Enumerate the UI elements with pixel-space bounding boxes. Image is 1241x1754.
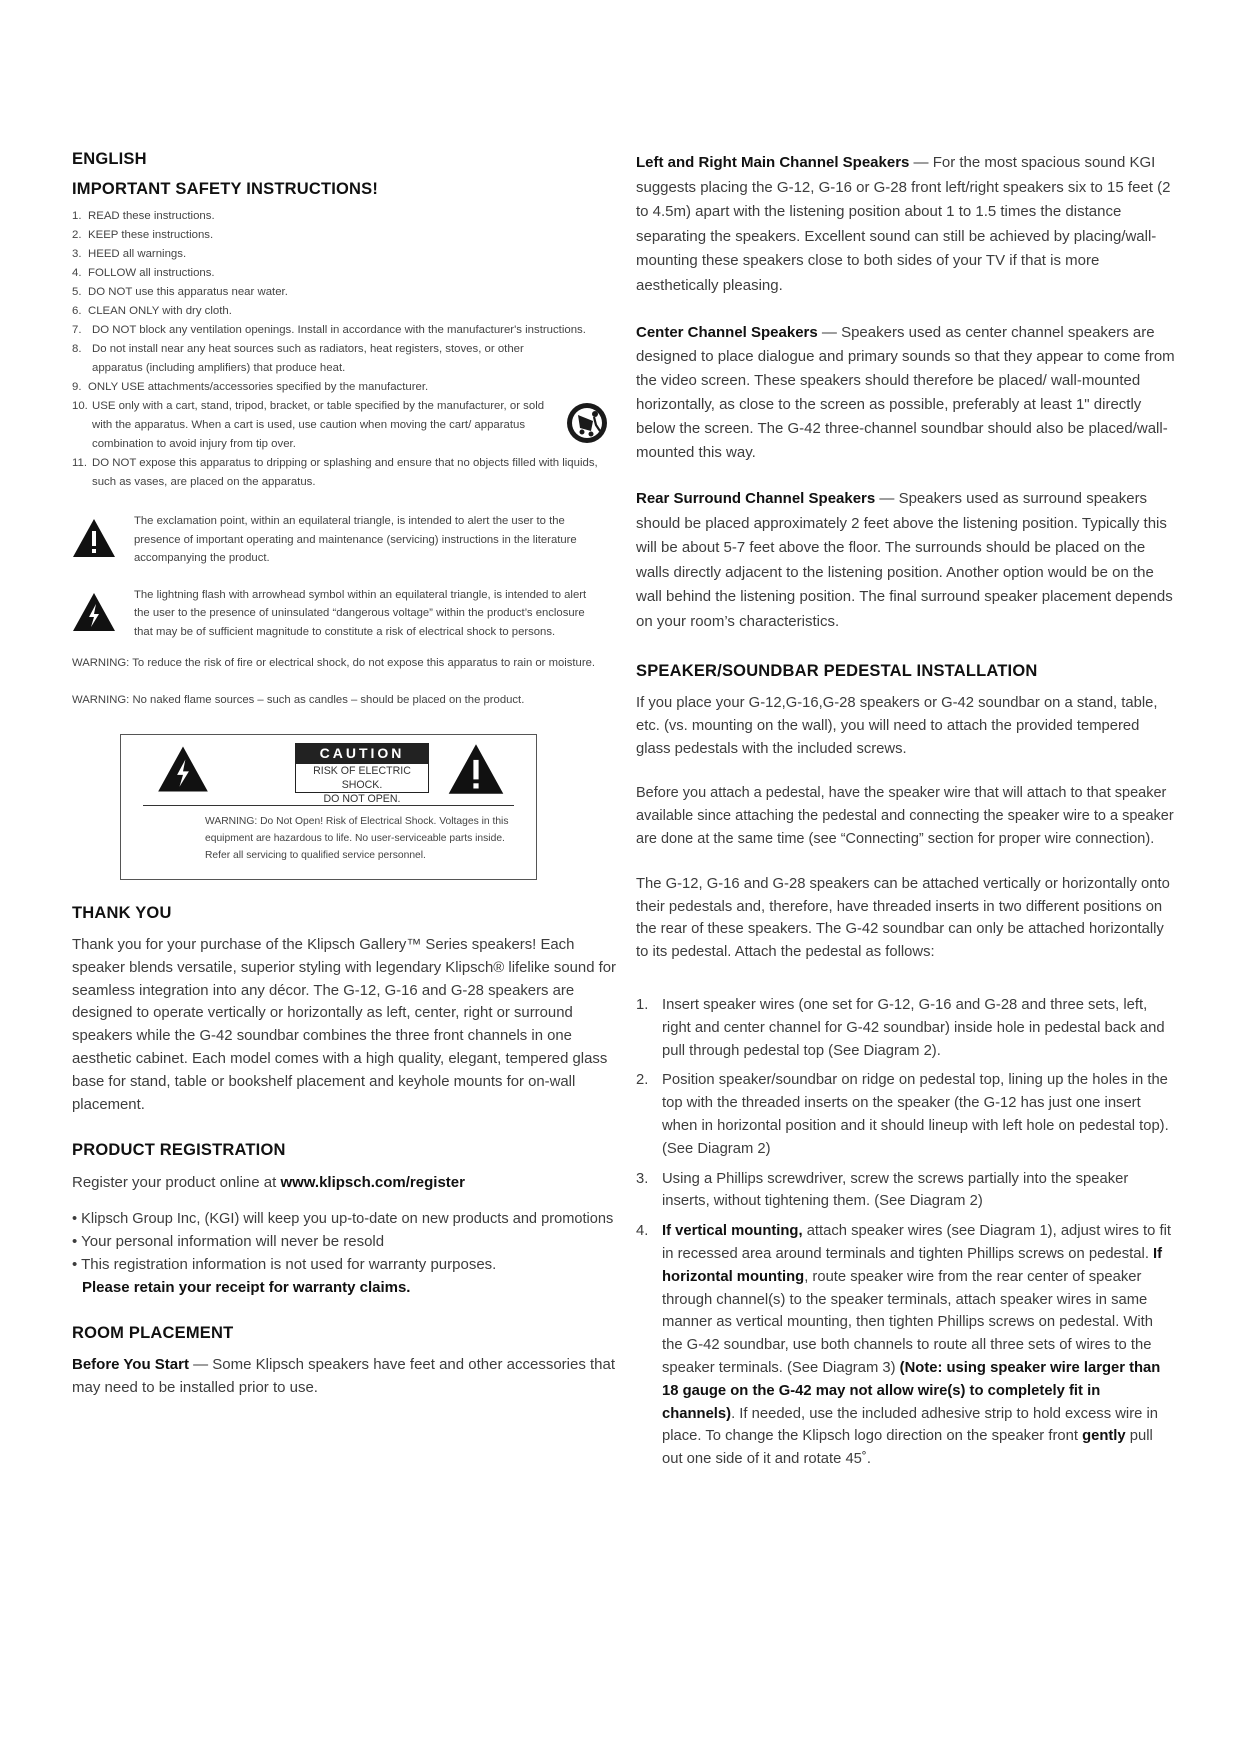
caution-label: [295, 763, 429, 805]
safety-item: 11. DO NOT expose this apparatus to dripping or splashing and ensure that no objects filled with liquids, such as vases, are placed on the apparatus.: [72, 457, 598, 488]
caution-exclamation-icon: [447, 743, 505, 800]
bullet-item: • Klipsch Group Inc, (KGI) will keep you up-to-date on new products and promotions: [72, 1211, 614, 1228]
rear-speakers-text: Rear Surround Channel Speakers — Speakers used as surround speakers should be placed approximately 2 feet above the listening position. Typically this will be about 5-7 feet above the floor. The surrounds should be placed on the walls directly adjacent to the listening position. Another option would be on the wall behind the listening position. The final surround speaker placement depends on your room’s characteristics.: [636, 490, 1173, 630]
safety-item: 4. FOLLOW all instructions.: [72, 267, 215, 279]
center-speakers-text: Center Channel Speakers — Speakers used as center channel speakers are designed to place dialogue and primary sounds so that they appear to come from the video screen. These speakers should therefore be placed/ wall-mounted horizontally, as close to the screen as possible, preferably at least 1" directly below the screen. The G-42 three-channel soundbar should also be placed/wall-mounted this way.: [636, 324, 1175, 461]
registration-bullets: [72, 1208, 617, 1276]
safety-item: 6. CLEAN ONLY with dry cloth.: [72, 305, 232, 317]
cart-tipover-icon: [565, 401, 609, 452]
safety-item: 2. KEEP these instructions.: [72, 229, 214, 241]
pedestal-heading: SPEAKER/SOUNDBAR PEDESTAL INSTALLATION: [636, 662, 1038, 680]
safety-item: 10. USE only with a cart, stand, tripod, bracket, or table specified by the manufacturer, or sold with the apparatus. When a cart is used, use caution when moving the cart/ apparatus combination to avoid injury from tip over.: [72, 397, 617, 454]
lightning-notice: [72, 586, 617, 642]
warning-flame: WARNING: No naked flame sources – such as candles – should be placed on the product.: [72, 694, 525, 706]
registration-heading: PRODUCT REGISTRATION: [72, 1141, 286, 1160]
pedestal-before-text: Before you attach a pedestal, have the speaker wire that will attach to that speaker available since attaching the pedestal and connecting the speaker wire to a speaker are done at the same time (see “Connecting” section for proper wire connection).: [636, 785, 1174, 847]
right-column: [636, 151, 1176, 1471]
safety-item: 7. DO NOT block any ventilation openings. Install in accordance with the manufacturer's instructions.: [72, 324, 586, 336]
pedestal-orientation-text: The G-12, G-16 and G-28 speakers can be attached vertically or horizontally onto their pedestals and, therefore, have threaded inserts in two different positions on the rear of these speakers. The G-42 soundbar can only be attached horizontally to its pedestal. Attach the pedestal as follows:: [636, 875, 1170, 961]
safety-item: 3. HEED all warnings.: [72, 248, 187, 260]
left-column: [72, 150, 617, 1400]
step-item: 4. If vertical mounting, attach speaker wires (see Diagram 1), adjust wires to fit in recessed area around terminals and tighten Phillips screws on pedestal. If horizontal mounting, route speaker wire from the rear center of speaker through channel(s) to the speaker terminals, attach speaker wires in same manner as vertical mounting, then tighten Phillips screws on pedestal. With the G-42 soundbar, use both channels to route all three sets of wires to the speaker terminals. (See Diagram 3) (Note: using speaker wire larger than 18 gauge on the G-42 may not allow wire(s) to completely fit in channels). If needed, use the included adhesive strip to hold excess wire in place. To change the Klipsch logo direction on the speaker front gently pull out one side of it and rotate 45˚.: [636, 1223, 1172, 1468]
pedestal-intro: If you place your G-12,G-16,G-28 speakers or G-42 soundbar on a stand, table, etc. (vs. mounting on the wall), you will need to attach the provided tempered glass pedestals with the included screws.: [636, 695, 1158, 757]
thank-you-text: Thank you for your purchase of the Klipsch Gallery™ Series speakers! Each speaker blends versatile, superior styling with legendary Klipsch® lifelike sound for seamless integration into any décor. The G-12, G-16 and G-28 speakers are designed to operate vertically or horizontally as left, center, right or surround speakers while the G-42 soundbar combines the three front channels in one aesthetic cabinet. Each model comes with a high quality, elegant, tempered glass base for stand, table or bookshelf placement and keyhole mounts for on-wall placement.: [72, 937, 616, 1113]
pedestal-steps: [636, 994, 1176, 1471]
thank-you-heading: THANK YOU: [72, 904, 172, 922]
lightning-triangle-icon: [72, 586, 134, 637]
caution-lightning-icon: [157, 745, 209, 798]
registration-text: Register your product online at www.klipsch.com/register: [72, 1174, 465, 1192]
safety-item: 5. DO NOT use this apparatus near water.: [72, 286, 288, 298]
lightning-text: The lightning flash with arrowhead symbol within an equilateral triangle, is intended to alert the user to the presence of uninsulated “dangerous voltage” within the product’s enclosure that may be of sufficient magnitude to constitute a risk of electrical shock to persons.: [134, 588, 587, 638]
exclamation-text: The exclamation point, within an equilateral triangle, is intended to alert the user to the presence of important operating and maintenance (servicing) instructions in the literature accompanying the product.: [134, 515, 577, 564]
safety-item: 8. Do not install near any heat sources such as radiators, heat registers, stoves, or other apparatus (including amplifiers) that produce heat.: [72, 343, 524, 374]
warning-moisture: WARNING: To reduce the risk of fire or electrical shock, do not expose this apparatus to rain or moisture.: [72, 657, 596, 669]
step-item: 3. Using a Phillips screwdriver, screw the screws partially into the speaker inserts, without tightening them. (See Diagram 2): [636, 1170, 1129, 1210]
step-item: 2. Position speaker/soundbar on ridge on pedestal top, lining up the holes in the top with the threaded inserts on the speaker (the G-12 has just one insert when in horizontal position and it should lineup with left hole on pedestal top). (See Diagram 2): [636, 1072, 1169, 1157]
language-heading: ENGLISH: [72, 150, 147, 168]
caution-divider: [143, 805, 514, 806]
caution-warning-text: WARNING: Do Not Open! Risk of Electrical Shock. Voltages in this equipment are hazardous to life. No user-serviceable parts inside. Refer all servicing to qualified service personnel.: [205, 816, 509, 861]
exclamation-notice: [72, 512, 617, 568]
safety-item: 1. READ these instructions.: [72, 210, 215, 222]
left-right-speakers-text: Left and Right Main Channel Speakers — For the most spacious sound KGI suggests placing the G-12, G-16 or G-28 front left/right speakers six to 15 feet (2 to 4.5m) apart with the listening position about 1 to 1.5 times the distance separating the speakers. Excellent sound can still be achieved by placing/wall-mounting these speakers close to both sides of your TV if that is more aesthetically pleasing.: [636, 154, 1171, 294]
bullet-item: • This registration information is not used for warranty purposes.: [72, 1255, 497, 1273]
room-placement-heading: ROOM PLACEMENT: [72, 1324, 234, 1343]
before-you-start-text: Before You Start — Some Klipsch speakers have feet and other accessories that may need to be installed prior to use.: [72, 1356, 616, 1397]
retain-receipt-note: Please retain your receipt for warranty claims.: [82, 1278, 411, 1296]
step-item: 1. Insert speaker wires (one set for G-12, G-16 and G-28 and three sets, left, right and center channel for G-42 soundbar) inside hole in pedestal back and pull through pedestal top (See Diagram 2).: [636, 996, 1165, 1059]
exclamation-triangle-icon: [72, 512, 134, 563]
caution-line2: DO NOT OPEN.: [323, 793, 401, 805]
caution-box: [120, 734, 537, 880]
safety-heading: IMPORTANT SAFETY INSTRUCTIONS!: [72, 180, 379, 198]
caution-title: CAUTION: [295, 743, 429, 763]
registration-link[interactable]: www.klipsch.com/register: [280, 1174, 465, 1192]
bullet-item: • Your personal information will never be resold: [72, 1232, 385, 1250]
caution-line1: RISK OF ELECTRIC SHOCK.: [313, 765, 411, 791]
safety-list: [72, 207, 617, 492]
safety-item: 9. ONLY USE attachments/accessories specified by the manufacturer.: [72, 381, 429, 393]
